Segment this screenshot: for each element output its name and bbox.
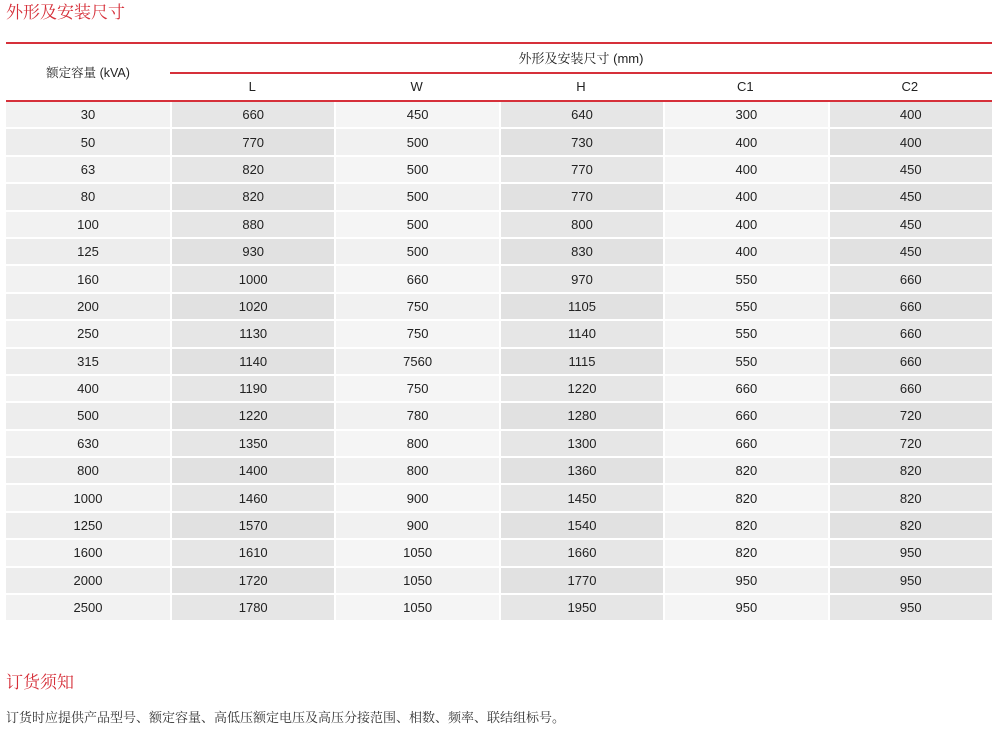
cell-c2: 400	[828, 102, 992, 129]
cell-w: 500	[334, 212, 498, 239]
cell-c1: 660	[663, 376, 827, 403]
cell-c1: 400	[663, 157, 827, 184]
cell-l: 660	[170, 102, 334, 129]
cell-capacity: 2000	[6, 568, 170, 595]
column-header-l: L	[170, 74, 334, 102]
table-row	[6, 266, 992, 293]
cell-c2: 660	[828, 376, 992, 403]
cell-w: 7560	[334, 349, 498, 376]
table-row	[6, 184, 992, 211]
cell-l: 1140	[170, 349, 334, 376]
capacity-column-header: 额定容量 (kVA)	[6, 42, 170, 102]
cell-c1: 550	[663, 321, 827, 348]
table-body	[6, 102, 992, 622]
cell-capacity: 125	[6, 239, 170, 266]
cell-h: 1770	[499, 568, 663, 595]
cell-c2: 450	[828, 212, 992, 239]
cell-c1: 550	[663, 294, 827, 321]
table-row	[6, 595, 992, 622]
cell-c1: 820	[663, 540, 827, 567]
table-row	[6, 157, 992, 184]
cell-c1: 550	[663, 349, 827, 376]
cell-c1: 400	[663, 184, 827, 211]
cell-l: 1400	[170, 458, 334, 485]
cell-c1: 820	[663, 458, 827, 485]
table-row	[6, 431, 992, 458]
cell-h: 970	[499, 266, 663, 293]
cell-c1: 550	[663, 266, 827, 293]
cell-h: 1115	[499, 349, 663, 376]
cell-h: 1450	[499, 485, 663, 512]
cell-capacity: 2500	[6, 595, 170, 622]
table-row	[6, 321, 992, 348]
cell-l: 1190	[170, 376, 334, 403]
cell-w: 500	[334, 184, 498, 211]
cell-h: 830	[499, 239, 663, 266]
cell-c2: 950	[828, 595, 992, 622]
table-row	[6, 376, 992, 403]
cell-l: 1130	[170, 321, 334, 348]
cell-c2: 720	[828, 431, 992, 458]
table-row	[6, 349, 992, 376]
table-row	[6, 485, 992, 512]
cell-h: 770	[499, 184, 663, 211]
cell-h: 800	[499, 212, 663, 239]
table-row	[6, 568, 992, 595]
cell-h: 730	[499, 129, 663, 156]
cell-l: 1570	[170, 513, 334, 540]
cell-c1: 950	[663, 595, 827, 622]
table-row	[6, 458, 992, 485]
cell-capacity: 800	[6, 458, 170, 485]
cell-w: 750	[334, 321, 498, 348]
cell-w: 1050	[334, 595, 498, 622]
cell-l: 1220	[170, 403, 334, 430]
cell-h: 1220	[499, 376, 663, 403]
cell-c2: 820	[828, 513, 992, 540]
cell-capacity: 1000	[6, 485, 170, 512]
table-row	[6, 102, 992, 129]
cell-h: 1105	[499, 294, 663, 321]
cell-w: 500	[334, 157, 498, 184]
cell-c1: 820	[663, 485, 827, 512]
cell-c2: 820	[828, 485, 992, 512]
cell-c1: 300	[663, 102, 827, 129]
cell-capacity: 80	[6, 184, 170, 211]
cell-h: 1280	[499, 403, 663, 430]
cell-l: 880	[170, 212, 334, 239]
cell-c2: 660	[828, 321, 992, 348]
cell-l: 1610	[170, 540, 334, 567]
cell-h: 1360	[499, 458, 663, 485]
cell-w: 500	[334, 239, 498, 266]
cell-capacity: 200	[6, 294, 170, 321]
cell-w: 800	[334, 458, 498, 485]
table-row	[6, 294, 992, 321]
table-row	[6, 239, 992, 266]
cell-l: 1000	[170, 266, 334, 293]
cell-w: 1050	[334, 540, 498, 567]
cell-capacity: 100	[6, 212, 170, 239]
cell-capacity: 315	[6, 349, 170, 376]
column-header-c2: C2	[828, 74, 992, 102]
cell-c1: 660	[663, 403, 827, 430]
cell-c2: 950	[828, 568, 992, 595]
cell-c2: 660	[828, 266, 992, 293]
cell-capacity: 30	[6, 102, 170, 129]
cell-c2: 820	[828, 458, 992, 485]
cell-capacity: 250	[6, 321, 170, 348]
cell-h: 770	[499, 157, 663, 184]
cell-c2: 450	[828, 239, 992, 266]
cell-h: 1140	[499, 321, 663, 348]
cell-w: 780	[334, 403, 498, 430]
table-row	[6, 129, 992, 156]
ordering-section-title: 订货须知	[6, 673, 74, 693]
cell-l: 1350	[170, 431, 334, 458]
cell-l: 820	[170, 184, 334, 211]
cell-w: 450	[334, 102, 498, 129]
cell-l: 820	[170, 157, 334, 184]
cell-l: 1780	[170, 595, 334, 622]
cell-c1: 950	[663, 568, 827, 595]
cell-w: 1050	[334, 568, 498, 595]
table-row	[6, 403, 992, 430]
cell-c2: 720	[828, 403, 992, 430]
cell-c1: 660	[663, 431, 827, 458]
cell-h: 640	[499, 102, 663, 129]
cell-h: 1660	[499, 540, 663, 567]
cell-capacity: 500	[6, 403, 170, 430]
cell-w: 900	[334, 513, 498, 540]
cell-c1: 820	[663, 513, 827, 540]
cell-capacity: 63	[6, 157, 170, 184]
cell-h: 1540	[499, 513, 663, 540]
cell-l: 1720	[170, 568, 334, 595]
cell-c2: 660	[828, 349, 992, 376]
cell-w: 750	[334, 294, 498, 321]
dimensions-group-header: 外形及安装尺寸 (mm)	[170, 42, 992, 74]
table-header	[6, 42, 992, 102]
cell-capacity: 50	[6, 129, 170, 156]
cell-w: 800	[334, 431, 498, 458]
cell-c1: 400	[663, 129, 827, 156]
cell-w: 750	[334, 376, 498, 403]
cell-c2: 450	[828, 184, 992, 211]
column-header-w: W	[334, 74, 498, 102]
cell-capacity: 160	[6, 266, 170, 293]
table-row	[6, 513, 992, 540]
cell-c1: 400	[663, 239, 827, 266]
cell-w: 660	[334, 266, 498, 293]
cell-capacity: 1250	[6, 513, 170, 540]
table-row	[6, 540, 992, 567]
cell-c2: 400	[828, 129, 992, 156]
cell-capacity: 400	[6, 376, 170, 403]
cell-h: 1300	[499, 431, 663, 458]
ordering-note: 订货时应提供产品型号、额定容量、高低压额定电压及高压分接范围、相数、频率、联结组标号。	[6, 711, 566, 726]
table-row	[6, 212, 992, 239]
cell-c1: 400	[663, 212, 827, 239]
cell-capacity: 630	[6, 431, 170, 458]
cell-h: 1950	[499, 595, 663, 622]
cell-c2: 950	[828, 540, 992, 567]
cell-l: 930	[170, 239, 334, 266]
dimensions-table	[6, 42, 992, 622]
cell-capacity: 1600	[6, 540, 170, 567]
cell-l: 770	[170, 129, 334, 156]
cell-l: 1020	[170, 294, 334, 321]
cell-c2: 660	[828, 294, 992, 321]
cell-w: 500	[334, 129, 498, 156]
column-header-h: H	[499, 74, 663, 102]
dimensions-section-title: 外形及安装尺寸	[6, 3, 125, 23]
column-header-c1: C1	[663, 74, 827, 102]
cell-l: 1460	[170, 485, 334, 512]
cell-w: 900	[334, 485, 498, 512]
cell-c2: 450	[828, 157, 992, 184]
